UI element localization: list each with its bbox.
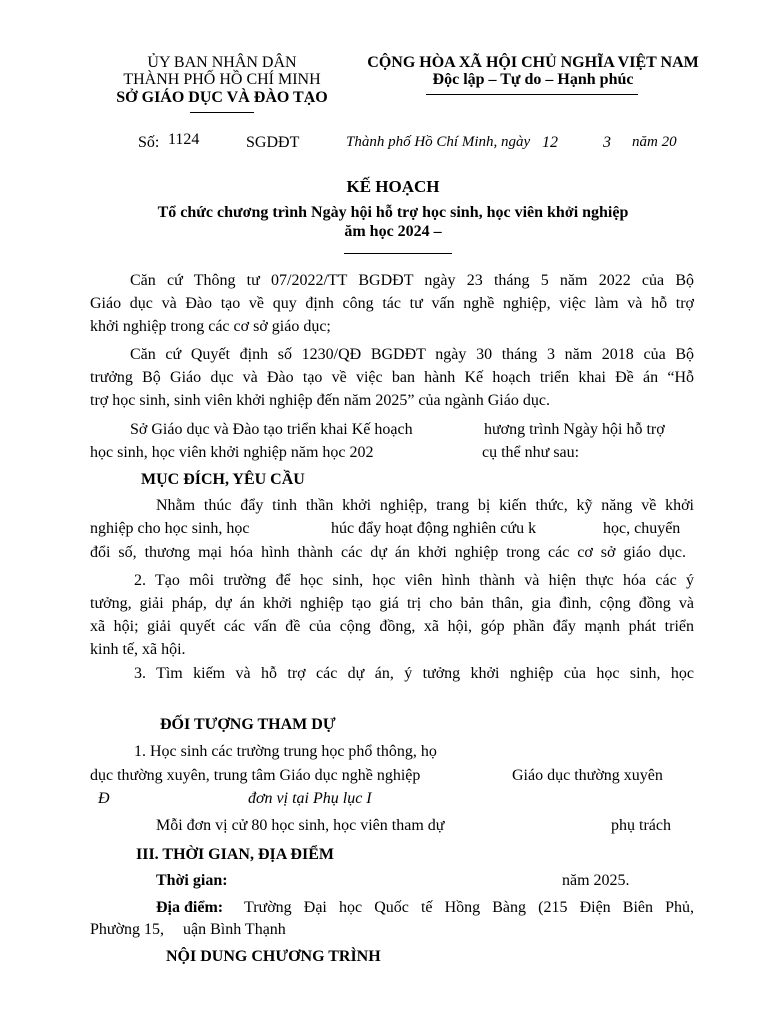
national-title: CỘNG HÒA XÃ HỘI CHỦ NGHĨA VIỆT NAM bbox=[367, 54, 699, 71]
so-suffix: SGDĐT bbox=[246, 134, 300, 151]
basis-3-line-2a: học sinh, học viên khởi nghiệp năm học 202 bbox=[90, 444, 374, 461]
section-2-heading: ĐỐI TƯỢNG THAM DỰ bbox=[160, 716, 336, 733]
s1-p2-line-4: kinh tế, xã hội. bbox=[90, 641, 186, 658]
s1-p2-line-1: 2. Tạo môi trường để học sinh, học viên hình thành và hiện thực hóa các ý bbox=[134, 572, 694, 589]
place-line-2b: uận Bình Thạnh bbox=[183, 921, 286, 938]
s2-p2-a: Mỗi đơn vị cử 80 học sinh, học viên tham dự bbox=[156, 817, 445, 834]
date-day: 12 bbox=[542, 134, 558, 151]
s2-p1-line-3b: đơn vị tại Phụ lục I bbox=[248, 790, 372, 807]
title-underline bbox=[344, 253, 452, 254]
s1-p1-line-2c: học, chuyển bbox=[603, 520, 681, 537]
s2-p1-line-3a: Đ bbox=[98, 790, 110, 807]
s1-p2-line-2: tưởng, giải pháp, dự án khởi nghiệp tạo giá trị cho bản thân, gia đình, cộng đồng và bbox=[90, 595, 694, 612]
section-4-heading: NỘI DUNG CHƯƠNG TRÌNH bbox=[166, 948, 381, 965]
time-label: Thời gian: bbox=[156, 872, 228, 889]
doc-subtitle-2: ăm học 2024 – bbox=[344, 223, 442, 240]
issuer-line-3: SỞ GIÁO DỤC VÀ ĐÀO TẠO bbox=[116, 89, 328, 106]
basis-3-line-1a: Sở Giáo dục và Đào tạo triển khai Kế hoạch bbox=[130, 421, 413, 438]
doc-subtitle-1: Tổ chức chương trình Ngày hội hỗ trợ học sinh, học viên khởi nghiệp bbox=[157, 204, 629, 221]
s2-p1-line-1: 1. Học sinh các trường trung học phổ thông, họ bbox=[134, 743, 437, 760]
date-year: năm 20 bbox=[632, 134, 677, 150]
s1-p1-line-2b: húc đẩy hoạt động nghiên cứu k bbox=[331, 520, 537, 537]
place-value: Trường Đại học Quốc tế Hồng Bàng (215 Điện Biên Phủ, bbox=[244, 899, 694, 916]
s1-p1-line-1: Nhằm thúc đẩy tinh thần khởi nghiệp, trang bị kiến thức, kỹ năng về khởi bbox=[156, 497, 694, 514]
motto-underline bbox=[426, 94, 638, 95]
s1-p2-line-3: xã hội; giải quyết các vấn đề của cộng đồng, xã hội, góp phần đẩy mạnh phát triển bbox=[90, 618, 694, 635]
basis-1-line-3: khởi nghiệp trong các cơ sở giáo dục; bbox=[90, 318, 331, 335]
place-line-2a: Phường 15, bbox=[90, 921, 165, 938]
issuer-underline bbox=[190, 112, 254, 113]
basis-2-line-3: trợ học sinh, sinh viên khởi nghiệp đến năm 2025” của ngành Giáo dục. bbox=[90, 392, 550, 409]
s1-p1-line-2a: nghiệp cho học sinh, học bbox=[90, 520, 250, 537]
issuer-line-1: ỦY BAN NHÂN DÂN bbox=[147, 54, 297, 71]
s2-p1-line-2b: Giáo dục thường xuyên bbox=[512, 767, 663, 784]
so-label: Số: bbox=[138, 134, 160, 151]
basis-2-line-2: trưởng Bộ Giáo dục và Đào tạo về việc ban hành Kế hoạch triển khai Đề án “Hỗ bbox=[90, 369, 694, 386]
section-3-heading: III. THỜI GIAN, ĐỊA ĐIỂM bbox=[136, 846, 334, 863]
s2-p1-line-2a: dục thường xuyên, trung tâm Giáo dục nghề nghiệp bbox=[90, 767, 421, 784]
issuer-line-2: THÀNH PHỐ HỒ CHÍ MINH bbox=[123, 71, 321, 88]
section-1-heading: MỤC ĐÍCH, YÊU CẦU bbox=[141, 471, 305, 488]
basis-2-line-1: Căn cứ Quyết định số 1230/QĐ BGDĐT ngày 30 tháng 3 năm 2018 của Bộ bbox=[130, 346, 694, 363]
place-label: Địa điểm: bbox=[156, 899, 224, 916]
place-date: Thành phố Hồ Chí Minh, ngày bbox=[346, 134, 531, 150]
basis-3-line-2b: cụ thể như sau: bbox=[482, 444, 580, 461]
date-month: 3 bbox=[603, 134, 611, 151]
time-value: năm 2025. bbox=[562, 872, 630, 889]
s2-p2-b: phụ trách bbox=[611, 817, 671, 834]
basis-3-line-1b: hương trình Ngày hội hỗ trợ bbox=[484, 421, 665, 438]
s1-p3-line-1: 3. Tìm kiếm và hỗ trợ các dự án, ý tưởng khởi nghiệp của học sinh, học bbox=[134, 665, 694, 682]
doc-title: KẾ HOẠCH bbox=[346, 177, 440, 196]
s1-p1-line-3: đổi số, thương mại hóa hình thành các dự án khởi nghiệp trong các cơ sở giáo dục. bbox=[90, 544, 686, 561]
basis-1-line-1: Căn cứ Thông tư 07/2022/TT BGDĐT ngày 23 tháng 5 năm 2022 của Bộ bbox=[130, 272, 694, 289]
national-motto: Độc lập – Tự do – Hạnh phúc bbox=[432, 71, 634, 88]
so-number: 1124 bbox=[168, 131, 200, 148]
basis-1-line-2: Giáo dục và Đào tạo về quy định công tác tư vấn nghề nghiệp, việc làm và hỗ trợ bbox=[90, 295, 694, 312]
